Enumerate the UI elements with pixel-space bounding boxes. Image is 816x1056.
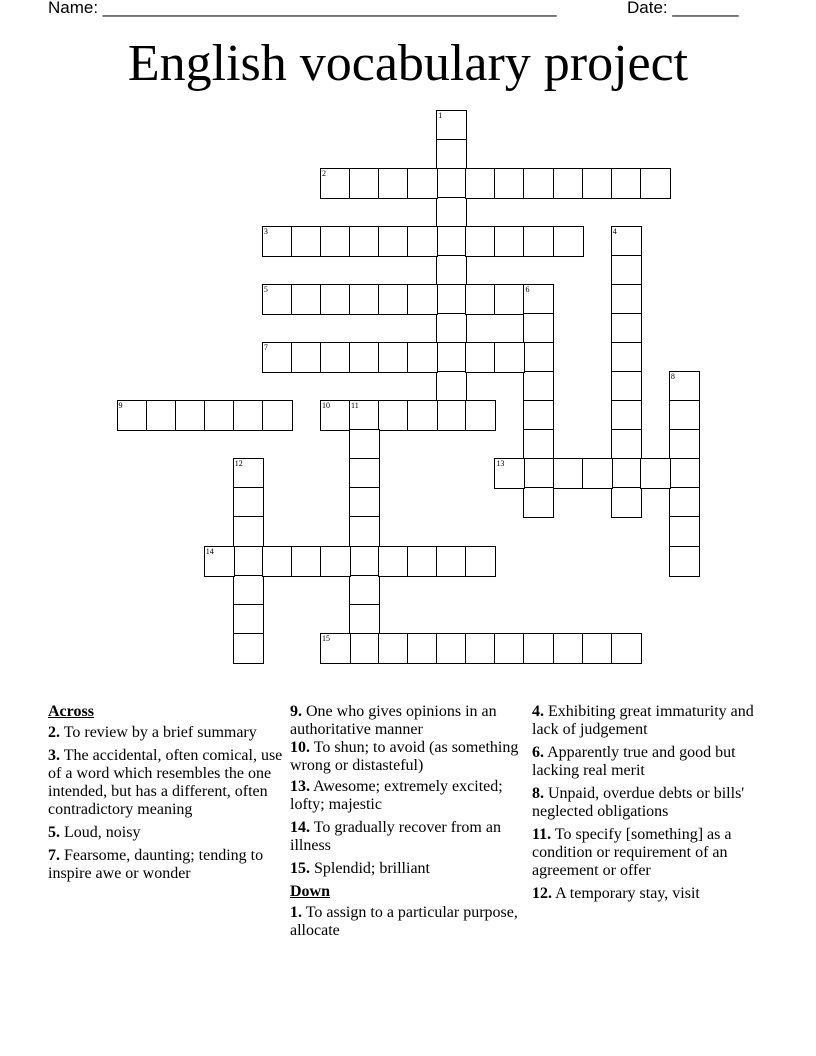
grid-cell[interactable]	[611, 313, 642, 344]
clue-number: 7.	[48, 847, 60, 864]
grid-cell[interactable]	[378, 168, 409, 199]
grid-cell[interactable]	[465, 633, 496, 664]
grid-cell[interactable]	[465, 168, 496, 199]
grid-cell[interactable]	[436, 546, 467, 577]
clue-text: To assign to a particular purpose, allocate	[290, 904, 518, 939]
clue-number: 13.	[290, 778, 310, 795]
page-title: English vocabulary project	[127, 35, 689, 92]
clue-across-13	[290, 778, 526, 814]
grid-cell[interactable]	[233, 633, 264, 664]
clue-text: Loud, noisy	[64, 824, 141, 841]
grid-cell[interactable]	[349, 458, 380, 489]
clue-text: Apparently true and good but lacking real merit	[532, 744, 736, 779]
clue-across-7	[48, 847, 284, 883]
grid-cell[interactable]	[233, 487, 264, 518]
grid-cell[interactable]	[262, 342, 293, 373]
clue-across-14	[290, 819, 526, 855]
grid-cell[interactable]	[523, 313, 554, 344]
grid-cell[interactable]	[611, 342, 642, 373]
clue-number: 5.	[48, 824, 60, 841]
grid-cell[interactable]	[611, 487, 642, 518]
grid-cell[interactable]	[465, 342, 496, 373]
grid-cell[interactable]	[320, 342, 351, 373]
clue-number-label: 8	[670, 372, 675, 382]
grid-cell[interactable]	[378, 226, 409, 257]
grid-cell[interactable]	[320, 284, 351, 315]
clue-text: Fearsome, daunting; tending to inspire awe or wonder	[48, 847, 264, 882]
grid-cell[interactable]	[262, 226, 293, 257]
grid-cell[interactable]	[233, 458, 264, 489]
grid-cell[interactable]	[378, 400, 409, 431]
grid-cell[interactable]	[233, 400, 264, 431]
grid-cell[interactable]	[291, 546, 322, 577]
grid-cell[interactable]	[494, 226, 525, 257]
grid-cell[interactable]	[349, 604, 380, 635]
grid-cell[interactable]	[436, 633, 467, 664]
grid-cell[interactable]	[611, 633, 642, 664]
clue-number-label: 4	[612, 226, 617, 236]
grid-cell[interactable]	[349, 546, 380, 577]
clue-number: 14.	[290, 819, 310, 836]
grid-cell[interactable]	[523, 633, 554, 664]
grid-cell[interactable]	[320, 546, 351, 577]
grid-cell[interactable]	[378, 342, 409, 373]
grid-cell[interactable]	[494, 458, 525, 489]
grid-cell[interactable]	[553, 168, 584, 199]
grid-cell[interactable]	[553, 458, 584, 489]
clue-number: 1.	[290, 904, 302, 921]
grid-cell[interactable]	[146, 400, 177, 431]
clue-number-label: 2	[321, 168, 326, 178]
grid-cell[interactable]	[582, 168, 613, 199]
clue-down-8	[532, 785, 768, 821]
grid-cell[interactable]	[233, 604, 264, 635]
grid-cell[interactable]	[407, 400, 438, 431]
grid-cell[interactable]	[349, 400, 380, 431]
grid-cell[interactable]	[262, 400, 293, 431]
grid-cell[interactable]	[349, 487, 380, 518]
clue-number: 3.	[48, 747, 60, 764]
clue-number-label: 15	[321, 633, 330, 643]
clue-number-label: 5	[263, 284, 268, 294]
clue-across-2	[48, 724, 284, 742]
grid-cell[interactable]	[175, 400, 206, 431]
grid-cell[interactable]	[436, 342, 467, 373]
grid-cell[interactable]	[611, 371, 642, 402]
grid-cell[interactable]	[349, 633, 380, 664]
grid-cell[interactable]	[436, 371, 467, 402]
grid-cell[interactable]	[669, 371, 700, 402]
grid-cell[interactable]	[436, 255, 467, 286]
grid-cell[interactable]	[494, 168, 525, 199]
grid-cell[interactable]	[349, 429, 380, 460]
clue-across-10	[290, 739, 526, 775]
grid-cell[interactable]	[523, 371, 554, 402]
grid-cell[interactable]	[640, 458, 671, 489]
grid-cell[interactable]	[523, 226, 554, 257]
grid-cell[interactable]	[349, 226, 380, 257]
grid-cell[interactable]	[117, 400, 148, 431]
grid-cell[interactable]	[407, 546, 438, 577]
grid-cell[interactable]	[669, 400, 700, 431]
clue-number: 15.	[290, 860, 310, 877]
grid-cell[interactable]	[436, 139, 467, 170]
grid-cell[interactable]	[640, 168, 671, 199]
grid-cell[interactable]	[523, 168, 554, 199]
clue-down-4	[532, 703, 768, 739]
grid-cell[interactable]	[320, 226, 351, 257]
grid-cell[interactable]	[320, 633, 351, 664]
grid-cell[interactable]	[436, 110, 467, 141]
clue-down-1	[290, 904, 526, 940]
grid-cell[interactable]	[611, 226, 642, 257]
grid-cell[interactable]	[233, 546, 264, 577]
grid-cell[interactable]	[407, 168, 438, 199]
grid-cell[interactable]	[494, 342, 525, 373]
grid-cell[interactable]	[291, 342, 322, 373]
grid-cell[interactable]	[436, 400, 467, 431]
grid-cell[interactable]	[669, 516, 700, 547]
clue-down-11	[532, 826, 768, 880]
grid-cell[interactable]	[378, 284, 409, 315]
grid-cell[interactable]	[582, 633, 613, 664]
grid-cell[interactable]	[611, 284, 642, 315]
grid-cell[interactable]	[553, 226, 584, 257]
grid-cell[interactable]	[523, 342, 554, 373]
grid-cell[interactable]	[611, 458, 642, 489]
clue-down-6	[532, 744, 768, 780]
grid-cell[interactable]	[436, 197, 467, 228]
grid-cell[interactable]	[407, 284, 438, 315]
grid-cell[interactable]	[349, 575, 380, 606]
grid-cell[interactable]	[291, 226, 322, 257]
clue-number-label: 12	[234, 459, 243, 469]
clue-number-label: 1	[438, 110, 443, 120]
clue-column-3	[532, 703, 768, 908]
across-heading: Across	[48, 703, 94, 720]
grid-cell[interactable]	[465, 546, 496, 577]
grid-cell[interactable]	[669, 429, 700, 460]
grid-cell[interactable]	[669, 487, 700, 518]
grid-cell[interactable]	[349, 516, 380, 547]
clue-number: 12.	[532, 885, 552, 902]
clue-across-3	[48, 747, 284, 819]
grid-cell[interactable]	[320, 168, 351, 199]
grid-cell[interactable]	[291, 284, 322, 315]
clue-number: 9.	[290, 703, 302, 720]
clue-number-label: 7	[263, 343, 268, 353]
grid-cell[interactable]	[204, 400, 235, 431]
clue-across-5	[48, 824, 284, 842]
clue-text: Awesome; extremely excited; lofty; majestic	[290, 778, 503, 813]
grid-cell[interactable]	[523, 429, 554, 460]
grid-cell[interactable]	[204, 546, 235, 577]
clue-text: To specify [something] as a condition or requirement of an agreement or offer	[532, 826, 732, 879]
grid-cell[interactable]	[523, 400, 554, 431]
grid-cell[interactable]	[494, 633, 525, 664]
grid-cell[interactable]	[465, 226, 496, 257]
grid-cell[interactable]	[349, 284, 380, 315]
grid-cell[interactable]	[407, 633, 438, 664]
clue-text: To review by a brief summary	[63, 724, 257, 741]
clue-number: 6.	[532, 744, 544, 761]
clue-number: 11.	[532, 826, 552, 843]
clue-across-9	[290, 703, 526, 739]
grid-cell[interactable]	[669, 546, 700, 577]
clue-text: One who gives opinions in an authoritative manner	[290, 703, 497, 738]
clue-number-label: 10	[321, 401, 330, 411]
grid-cell[interactable]	[407, 226, 438, 257]
grid-cell[interactable]	[611, 168, 642, 199]
clue-text: A temporary stay, visit	[555, 885, 700, 902]
name-field[interactable]: Name: ________________________________________________	[48, 0, 557, 17]
grid-cell[interactable]	[233, 516, 264, 547]
clue-column-2	[290, 703, 526, 945]
grid-cell[interactable]	[523, 458, 554, 489]
grid-cell[interactable]	[262, 284, 293, 315]
grid-cell[interactable]	[465, 284, 496, 315]
clue-number-label: 11	[351, 401, 359, 411]
grid-cell[interactable]	[436, 168, 467, 199]
clue-number-label: 3	[263, 226, 268, 236]
clue-text: Splendid; brilliant	[314, 860, 430, 877]
clue-text: Exhibiting great immaturity and lack of judgement	[532, 703, 754, 738]
clue-text: The accidental, often comical, use of a word which resembles the one intended, but has a different, often contradictory meaning	[48, 747, 283, 818]
date-field[interactable]: Date: _______	[627, 0, 739, 17]
grid-cell[interactable]	[611, 400, 642, 431]
clue-number-label: 6	[525, 284, 530, 294]
clue-column-1	[48, 703, 284, 888]
clue-number-label: 14	[205, 546, 214, 556]
grid-cell[interactable]	[233, 575, 264, 606]
clue-text: To gradually recover from an illness	[290, 819, 501, 854]
grid-cell[interactable]	[494, 284, 525, 315]
grid-cell[interactable]	[349, 342, 380, 373]
grid-cell[interactable]	[349, 168, 380, 199]
grid-cell[interactable]	[436, 313, 467, 344]
clue-across-15	[290, 860, 526, 878]
grid-cell[interactable]	[523, 487, 554, 518]
grid-cell[interactable]	[611, 429, 642, 460]
grid-cell[interactable]	[582, 458, 613, 489]
grid-cell[interactable]	[378, 633, 409, 664]
grid-cell[interactable]	[436, 284, 467, 315]
clue-text: Unpaid, overdue debts or bills' neglected obligations	[532, 785, 745, 820]
clue-text: To shun; to avoid (as something wrong or distasteful)	[290, 739, 519, 774]
grid-cell[interactable]	[669, 458, 700, 489]
clue-number-label: 13	[496, 459, 505, 469]
clue-number-label: 9	[118, 401, 123, 411]
grid-cell[interactable]	[378, 546, 409, 577]
grid-cell[interactable]	[262, 546, 293, 577]
clue-number: 4.	[532, 703, 544, 720]
grid-cell[interactable]	[465, 400, 496, 431]
clue-number: 8.	[532, 785, 544, 802]
clue-number: 10.	[290, 739, 310, 756]
grid-cell[interactable]	[523, 284, 554, 315]
grid-cell[interactable]	[553, 633, 584, 664]
grid-cell[interactable]	[407, 342, 438, 373]
down-heading: Down	[290, 883, 331, 900]
clue-down-12	[532, 885, 768, 903]
clue-number: 2.	[48, 724, 60, 741]
grid-cell[interactable]	[436, 226, 467, 257]
grid-cell[interactable]	[320, 400, 351, 431]
grid-cell[interactable]	[611, 255, 642, 286]
